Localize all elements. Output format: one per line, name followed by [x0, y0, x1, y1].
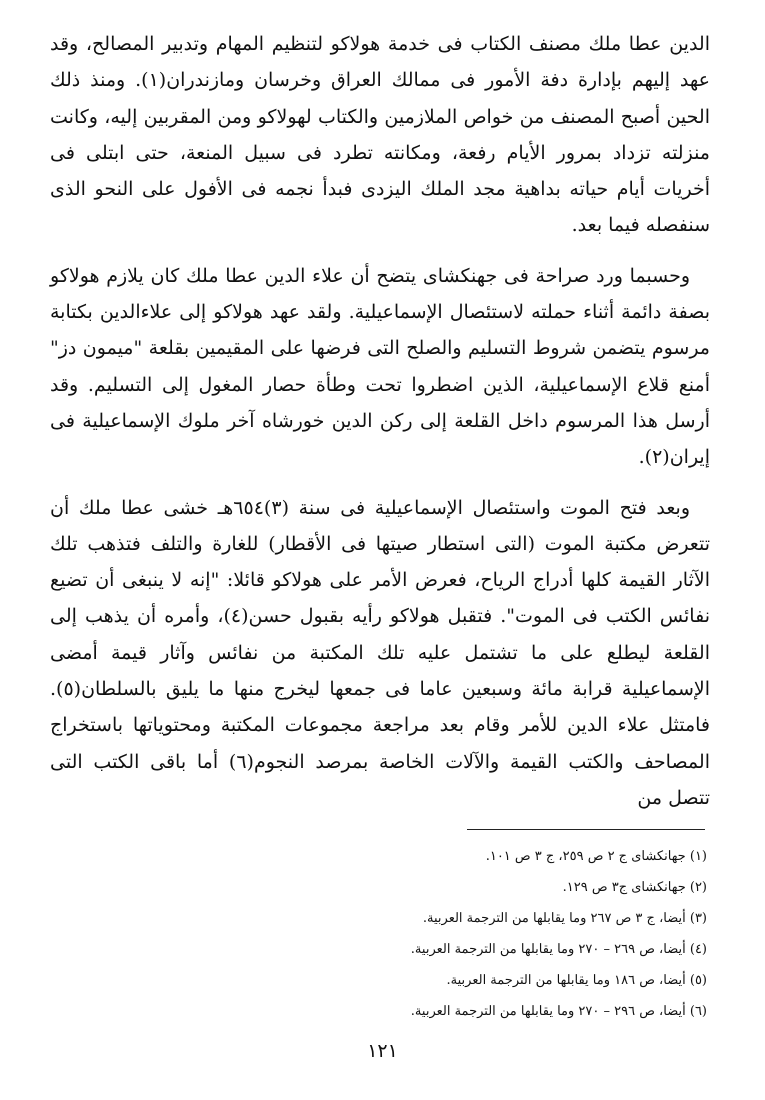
footnote-4: (٤) أيضا، ص ٢٦٩ – ٢٧٠ وما يقابلها من الترجمة العربية. [410, 942, 707, 957]
footnote-2: (٢) جهانكشاى ج٣ ص ١٢٩. [562, 880, 707, 895]
footnote-6: (٦) أيضا، ص ٢٩٦ – ٢٧٠ وما يقابلها من الترجمة العربية. [410, 1004, 707, 1019]
footnotes-list [200, 841, 707, 1027]
footnote-3: (٣) أيضا، ج ٣ ص ٢٦٧ وما يقابلها من الترجمة العربية. [422, 911, 707, 926]
footnote-1: (١) جهانكشاى ج ٢ ص ٢٥٩، ج ٣ ص ١٠١. [485, 849, 707, 864]
footnote-divider [467, 829, 705, 830]
paragraph-2: وحسبما ورد صراحة فى جهنكشاى يتضح أن علاء الدين عطا ملك كان يلازم هولاكو بصفة دائمة أثناء حملته لاستئصال الإسماعيلية. ولقد عهد هولاكو إلى علاءالدين بكتابة مرسوم يتضمن شروط التسليم والصلح التى فرضها على المقيمين بقلعة "ميمون دز" أمنع قلاع الإسماعيلية، الذين اضطروا تحت وطأة حصار المغول إلى التسليم. وقد أرسل هذا المرسوم داخل القلعة إلى ركن الدين خورشاه آخر ملوك الإسماعيلية فى إيران(٢). [50, 264, 710, 469]
paragraph-1: الدين عطا ملك مصنف الكتاب فى خدمة هولاكو لتنظيم المهام وتدبير المصالح، وقد عهد إليهم بإدارة دفة الأمور فى ممالك العراق وخرسان ومازندران(١). ومنذ ذلك الحين أصبح المصنف من خواص الملازمين والكتاب لهولاكو ومن المقربين إليه، وكانت منزلته تزداد بمرور الأيام رفعة، ومكانته تطرد فى سبيل المنعة، حتى ابتلى فى أخريات أيام حياته بداهية مجد الملك اليزدى فبدأ نجمه فى الأفول على النحو الذى سنفصله فيما بعد. [50, 33, 710, 237]
footnote-5: (٥) أيضا، ص ١٨٦ وما يقابلها من الترجمة العربية. [446, 973, 707, 988]
body-text [50, 26, 710, 830]
paragraph-3: وبعد فتح الموت واستئصال الإسماعيلية فى سنة (٣)٦٥٤هـ خشى عطا ملك أن تتعرض مكتبة الموت (التى استطار صيتها فى الأقطار) للغارة والتلف فتذهب تلك الآثار القيمة كلها أدراج الرياح، فعرض الأمر على هولاكو قائلا: "إنه لا ينبغى أن تضيع نفائس الكتب فى الموت". فتقبل هولاكو رأيه بقبول حسن(٤)، وأمره أن يذهب إلى القلعة ليطلع على ما تشتمل عليه تلك المكتبة من نفائس وآثار قيمة أمضى الإسماعيلية قرابة مائة وسبعين عاما فى جمعها ليخرج منها ما يليق بالسلطان(٥). فامتثل علاء الدين للأمر وقام بعد مراجعة مجموعات المكتبة ومحتوياتها باستخراج المصاحف والكتب القيمة والآلات الخاصة بمرصد النجوم(٦) أما باقى الكتب التى تتصل من [50, 496, 710, 809]
page-number: ١٢١ [367, 1040, 398, 1062]
